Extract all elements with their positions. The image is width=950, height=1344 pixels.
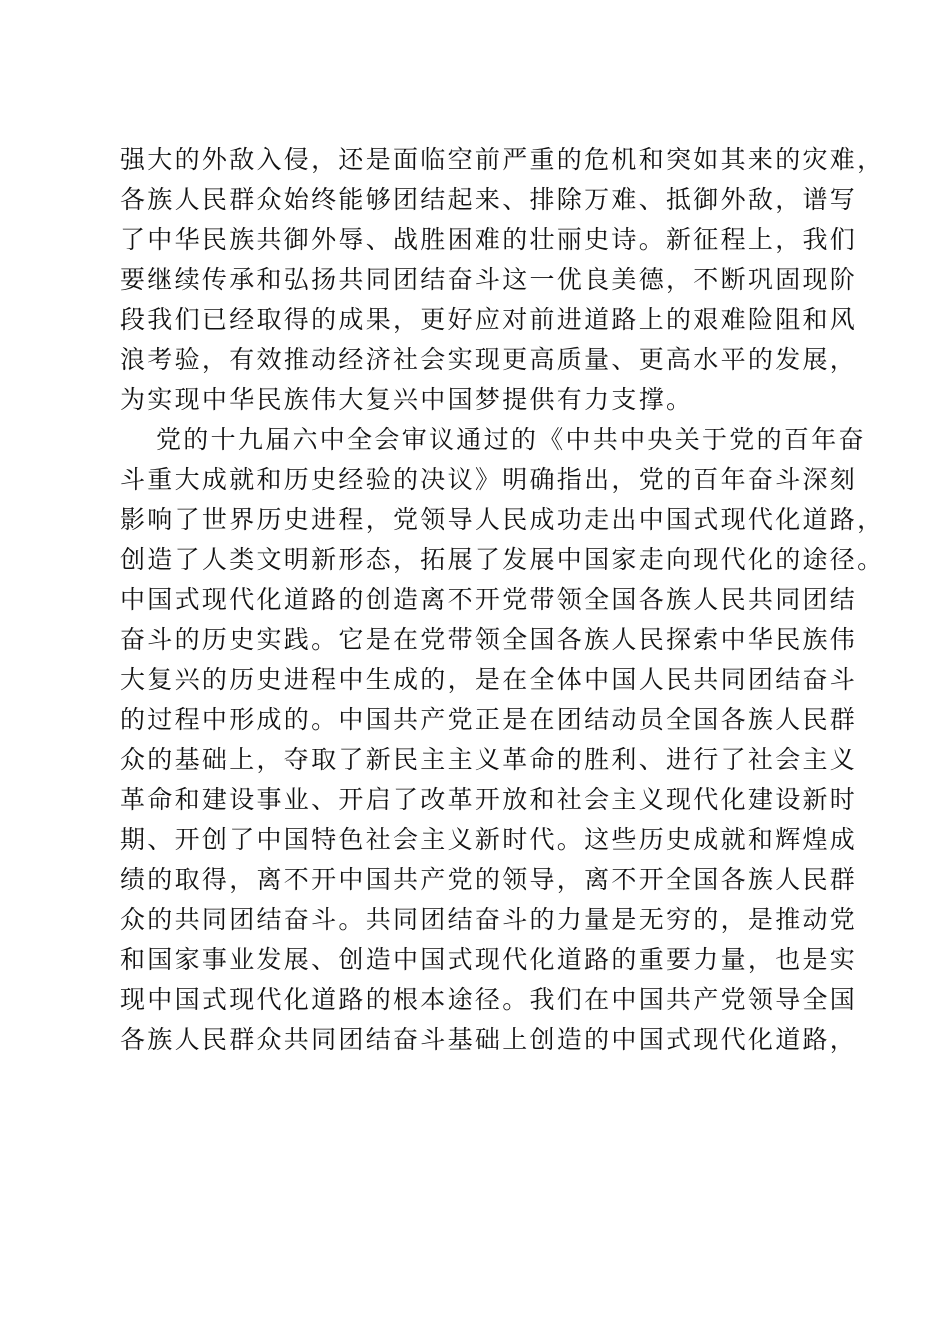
paragraph-line: 革命和建设事业、开启了改革开放和社会主义现代化建设新时 (120, 785, 858, 814)
paragraph-line: 段我们已经取得的成果，更好应对前进道路上的艰难险阻和风 (120, 305, 858, 334)
paragraph-2 (120, 420, 885, 1100)
paragraph-line (120, 1060, 836, 1100)
paragraph-line: 创造了人类文明新形态，拓展了发展中国家走向现代化的途径。 (120, 545, 885, 574)
paragraph-line: 要继续传承和弘扬共同团结奋斗这一优良美德，不断巩固现阶 (120, 265, 858, 294)
paragraph-line: 影响了世界历史进程，党领导人民成功走出中国式现代化道路， (120, 505, 885, 534)
paragraph-line: 强大的外敌入侵，还是面临空前严重的危机和突如其来的灾难， (120, 145, 885, 174)
paragraph-line: 期、开创了中国特色社会主义新时代。这些历史成就和辉煌成 (120, 825, 858, 854)
paragraph-line: 大复兴的历史进程中生成的，是在全体中国人民共同团结奋斗 (120, 665, 858, 694)
paragraph-line: 党的十九届六中全会审议通过的《中共中央关于党的百年奋 (156, 425, 866, 454)
paragraph-line: 和国家事业发展、创造中国式现代化道路的重要力量，也是实 (120, 945, 858, 974)
paragraph-line: 绩的取得，离不开中国共产党的领导，离不开全国各族人民群 (120, 865, 858, 894)
paragraph-line: 浪考验，有效推动经济社会实现更高质量、更高水平的发展， (120, 345, 858, 374)
paragraph-line: 现中国式现代化道路的根本途径。我们在中国共产党领导全国 (120, 985, 858, 1014)
paragraph-line: 斗重大成就和历史经验的决议》明确指出，党的百年奋斗深刻 (120, 465, 858, 494)
paragraph-line: 中国式现代化道路的创造离不开党带领全国各族人民共同团结 (120, 585, 858, 614)
paragraph-line: 众的基础上，夺取了新民主主义革命的胜利、进行了社会主义 (120, 745, 858, 774)
paragraph-line: 各族人民群众始终能够团结起来、排除万难、抵御外敌，谱写 (120, 185, 858, 214)
paragraph-line: 众的共同团结奋斗。共同团结奋斗的力量是无穷的，是推动党 (120, 905, 858, 934)
document-body (120, 140, 885, 1100)
paragraph-line: 各族人民群众共同团结奋斗基础上创造的中国式现代化道路， (120, 1025, 858, 1054)
paragraph-line: 为实现中华民族伟大复兴中国梦提供有力支撑。 (120, 385, 694, 414)
paragraph-line: 了中华民族共御外辱、战胜困难的壮丽史诗。新征程上，我们 (120, 225, 858, 254)
paragraph-line: 的过程中形成的。中国共产党正是在团结动员全国各族人民群 (120, 705, 858, 734)
paragraph-1 (120, 140, 885, 420)
paragraph-line: 奋斗的历史实践。它是在党带领全国各族人民探索中华民族伟 (120, 625, 858, 654)
